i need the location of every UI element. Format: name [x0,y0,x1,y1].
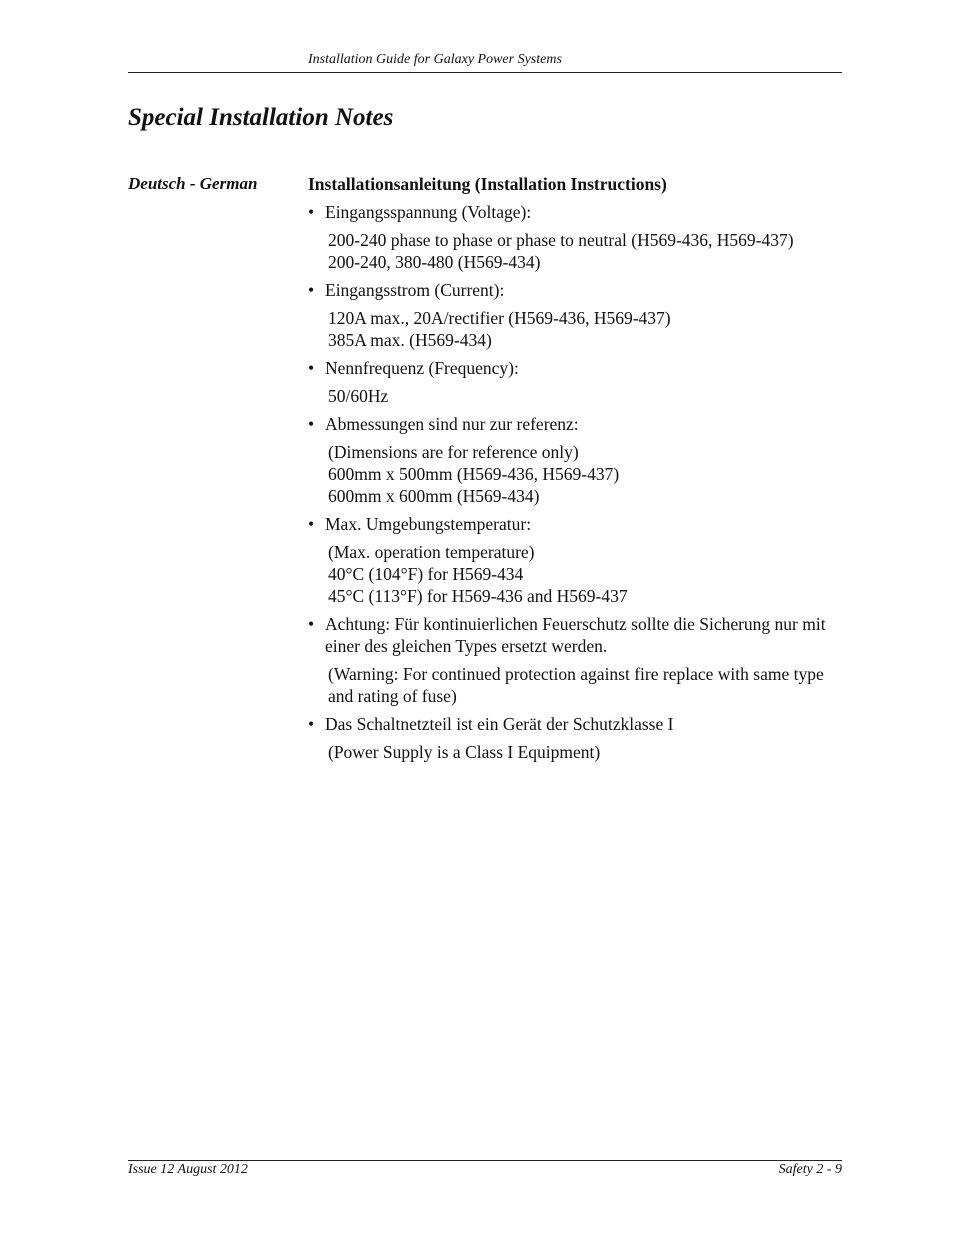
item-detail [328,385,842,407]
instructions-body [308,173,842,769]
list-item [308,513,842,535]
detail-line: 45°C (113°F) for H569-436 and H569-437 [328,586,628,606]
bullet-icon: • [308,614,315,634]
item-label: Eingangsspannung (Voltage): [325,202,532,222]
detail-line: 120A max., 20A/rectifier (H569-436, H569-437) [328,308,671,328]
instruction-list [308,201,842,763]
footer-issue: Issue 12 August 2012 [128,1162,248,1177]
item-label: Das Schaltnetzteil ist ein Gerät der Schutzklasse I [325,714,674,734]
list-item [308,201,842,223]
bullet-icon: • [308,358,315,378]
list-item [308,613,842,657]
running-header: Installation Guide for Galaxy Power Systems [308,52,562,67]
detail-line: 40°C (104°F) for H569-434 [328,564,524,584]
detail-line: (Dimensions are for reference only) [328,442,579,462]
item-detail [328,663,842,707]
item-detail [328,741,842,763]
list-item [308,713,842,735]
bullet-icon: • [308,514,315,534]
item-label: Eingangsstrom (Current): [325,280,505,300]
list-item [308,279,842,301]
detail-line: 600mm x 500mm (H569-436, H569-437) [328,464,620,484]
instructions-heading: Installationsanleitung (Installation Instructions) [308,174,667,194]
item-detail [328,441,842,507]
detail-line: 200-240, 380-480 (H569-434) [328,252,541,272]
item-label: Max. Umgebungstemperatur: [325,514,532,534]
bullet-icon: • [308,714,315,734]
footer-rule [128,1160,842,1161]
header-rule [128,72,842,73]
bullet-icon: • [308,280,315,300]
footer-page-number: Safety 2 - 9 [778,1162,842,1177]
detail-line: 200-240 phase to phase or phase to neutral (H569-436, H569-437) [328,230,794,250]
item-detail [328,541,842,607]
detail-line: 600mm x 600mm (H569-434) [328,486,540,506]
list-item [308,357,842,379]
detail-line: (Warning: For continued protection against fire replace with same type and rating of fuse) [328,664,824,706]
detail-line: 50/60Hz [328,386,389,406]
list-item [308,413,842,435]
item-detail [328,229,842,273]
bullet-icon: • [308,414,315,434]
bullet-icon: • [308,202,315,222]
language-label: Deutsch - German [128,174,258,193]
item-detail [328,307,842,351]
detail-line: (Max. operation temperature) [328,542,535,562]
item-label: Achtung: Für kontinuierlichen Feuerschutz sollte die Sicherung nur mit einer des gleichen Types ersetzt werden. [325,614,826,656]
page-title: Special Installation Notes [128,104,394,131]
detail-line: 385A max. (H569-434) [328,330,492,350]
item-label: Abmessungen sind nur zur referenz: [325,414,579,434]
item-label: Nennfrequenz (Frequency): [325,358,519,378]
detail-line: (Power Supply is a Class I Equipment) [328,742,601,762]
